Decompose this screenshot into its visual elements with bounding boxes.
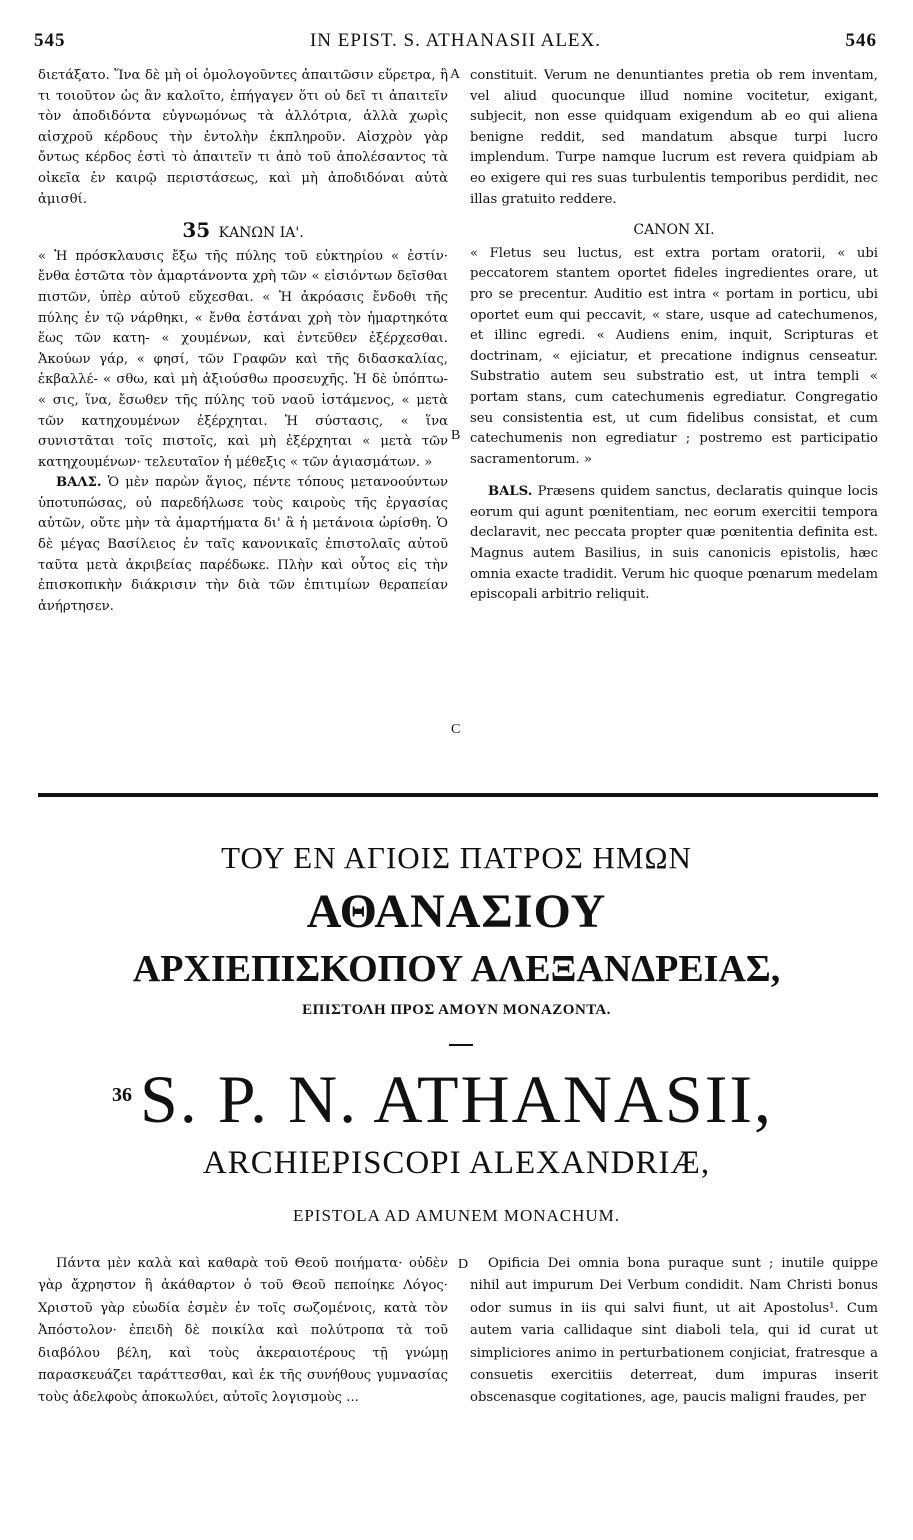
latin-title-line-1: S. P. N. ATHANASII, (139, 1061, 774, 1137)
left-bals-text: Ὁ μὲν παρὼν ἅγιος, πέντε τόπους μετανοούντων ὑποτυπώσας, οὐ παρεδήλωσε τοὺς καιροὺς τῆς ἐργασίας αὐτῶν, οὔτε μὴν τὰ ἁμαρτήματα δι' ἃ ἡ μετάνοια ὡρίσθη. Ὁ δὲ μέγας Βασίλειος ἐν ταῖς κανονικαῖς ἐπιστολαῖς αὐτοῦ ταῦτα μετὰ ἀκριβείας παρέδωκε. Πλὴν καὶ οὗτος εἰς τὴν ἐπισκοπικὴν διάκρισιν τὴν διὰ τῶν ἐπιτιμίων θεραπείαν ἀνήρτησεν. (38, 475, 448, 614)
margin-letter-c: C (451, 722, 461, 737)
left-page-number: 545 (34, 30, 66, 51)
greek-title-line-2: ΑΘΑΝΑΣΙΟΥ (306, 885, 607, 938)
left-canon-text: « Ἡ πρόσκλαυσις ἔξω τῆς πύλης τοῦ εὐκτηρίου « ἐστίν· ἔνθα ἑστῶτα τὸν ἁμαρτάνοντα χρὴ τῶν « εἰσιόντων δεῖσθαι πιστῶν, ὑπὲρ αὐτοῦ εὔχεσθαι. « Ἡ ἀκρόασις ἔνδοθι τῆς πύλης ἐν τῷ νάρθηκι, « ἔνθα ἑστάναι χρὴ τὸν ἡμαρτηκότα ἕως τῶν κατη- « χουμένων, καὶ ἐντεῦθεν ἐξέρχεσθαι. Ἀκούων γάρ, « φησί, τῶν Γραφῶν καὶ τῆς διδασκαλίας, ἐκβαλλέ- « σθω, καὶ μὴ ἀξιούσθω προσευχῆς. Ἡ δὲ ὑπόπτω- « σις, ἵνα, ἔσωθεν τῆς πύλης τοῦ ναοῦ ἱστάμενος, « μετὰ τῶν κατηχουμένων ἐξέρχηται. Ἡ σύστασις, « ἵνα συνιστᾶται τοῖς πιστοῖς, καὶ μὴ ἐξέρχηται « μετὰ τῶν κατηχουμένων· τελευταῖον ἡ μέθεξις « τῶν ἁγιασμάτων. » (38, 248, 448, 470)
left-bals-paragraph (38, 473, 448, 617)
margin-letter-d: D (458, 1257, 469, 1272)
lower-left-text: Πάντα μὲν καλὰ καὶ καθαρὰ τοῦ Θεοῦ ποιήματα· οὐδὲν γὰρ ἄχρηστον ἢ ἀκάθαρτον ὁ τοῦ Θεοῦ πεποίηκε Λόγος· Χριστοῦ γὰρ εὐωδία ἐσμὲν ἐν τοῖς σωζομένοις, κατὰ τὸν Ἀπόστολον· ἐπειδὴ δὲ ποικίλα καὶ πολύτροπα τὰ τοῦ διαβόλου βέλη, καὶ τοὺς ἀκεραιοτέρους τῇ γνώμῃ παρασκευάζει ταράττεσθαι, καὶ ἐκ τῆς συνήθους γυμνασίας τοὺς ἀδελφοὺς ἀποκωλύει, αὐτοῖς λογισμοὺς ... (38, 1256, 448, 1406)
greek-title-line-3: ΑΡΧΙΕΠΙΣΚΟΠΟΥ ΑΛΕΞΑΝΔΡΕΙΑΣ, (132, 948, 781, 990)
title-divider (449, 1044, 473, 1046)
latin-title-line-2: ARCHIEPISCOPI ALEXANDRIÆ, (202, 1145, 711, 1181)
greek-subtitle: ΕΠΙΣΤΟΛΗ ΠΡΟΣ ΑΜΟΥΝ ΜΟΝΑΖΟΝΤΑ. (302, 1002, 611, 1018)
right-canon-title: CANON XI. (633, 222, 715, 239)
left-canon-heading (38, 220, 448, 244)
left-bals-label: ΒΑΛΣ. (56, 475, 102, 491)
section-number: 36 (112, 1084, 132, 1106)
left-canon-title: ΚΑΝΩΝ ΙΑ'. (218, 225, 304, 242)
lower-right-column (470, 1253, 878, 1453)
canon-number: 35 (182, 218, 211, 243)
right-page-number: 546 (845, 30, 877, 51)
section-rule (38, 793, 878, 797)
left-intro-paragraph: διετάξατο. Ἵνα δὲ μὴ οἱ ὁμολογοῦντες ἀπαιτῶσιν εὕρετρα, ἢ τι τοιοῦτον ὡς ἂν καλοῖτο, ἐπήγαγεν ὅτι οὐ δεῖ τι ἀπαιτεῖν τὸν ἀποδιδόντα εὐγνωμόνως τὰ ἀλλότρια, ἀλλὰ χωρὶς αἰσχροῦ κέρδους τὴν ἐντολὴν ἐκπληροῦν. Αἰσχρὸν γὰρ ὄντως κέρδος ἐστὶ τὸ ἀπαιτεῖν τι ἀπὸ τοῦ ἀπολέσαντος τὰ οἰκεῖα ἐν καιρῷ περιστάσεως, καὶ μὴ ἀποδιδόναι αὐτὰ ἀμισθί. (38, 68, 448, 207)
margin-letter-a: A (450, 67, 461, 82)
running-title: IN EPIST. S. ATHANASII ALEX. (309, 30, 601, 51)
lower-right-text: Opificia Dei omnia bona puraque sunt ; inutile quippe nihil aut impurum Dei Verbum condidit. Nam Christi bonus odor sumus in iis qui salvi fiunt, ut ait Apostolus¹. Cum autem varia callidaque sint diaboli tela, qui id curat ut simpliciores animo in perturbationem conjiciat, fratresque a consuetis exercitiis deterreat, dum impuras inserit obscenasque cogitationes, age, paucis maligni fraudes, per (470, 1256, 878, 1406)
right-bals-paragraph (470, 482, 878, 606)
right-bals-label: BALS. (488, 484, 533, 500)
latin-subtitle: EPISTOLA AD AMUNEM MONACHUM. (292, 1206, 621, 1225)
right-intro-paragraph: constituit. Verum ne denuntiantes pretia ob rem inventam, vel aliud quocunque illud nomine vocitetur, exigant, subjecit, non esse quidquam exigendum ab eo qui aliena benigne reddit, sed mandatum absque turpi lucro implendum. Turpe namque lucrum est revera quidpiam ab eo exigere qui res suas turbulentis temporibus perdidit, nec illas gratuito reddere. (470, 68, 878, 207)
running-header (34, 30, 877, 58)
right-canon-heading (470, 220, 878, 241)
lower-left-column (38, 1253, 448, 1453)
margin-letter-b: B (451, 428, 461, 443)
greek-title-line-1: ΤΟΥ ΕΝ ΑΓΙΟΙΣ ΠΑΤΡΟΣ ΗΜΩΝ (221, 840, 692, 875)
right-column-top (470, 66, 878, 606)
right-bals-text: Præsens quidem sanctus, declaratis quinque locis eorum qui agunt pœnitentiam, nec eorum exercitii tempora declaravit, nec peccata propter quæ pœnitentia definita est. Magnus autem Basilius, in suis canonicis epistolis, hæc omnia exacte tradidit. Verum hic quoque pœnarum medelam episcopali arbitrio reliquit. (470, 484, 878, 603)
right-canon-text: « Fletus seu luctus, est extra portam oratorii, « ubi peccatorem stantem oportet fideles ingredientes orare, ut pro se precentur. Auditio est intra « portam in porticu, ubi oportet eum qui peccavit, « stare, usque ad catechumenos, et illinc egredi. « Audiens enim, inquit, Scripturas et doctrinam, « ejiciatur, et precatione indignus censeatur. Substratio autem seu substratio est, ut intra templi « portam stans, cum catechumenis egrediatur. Congregatio seu consistentia est, ut cum fidelibus consistat, et cum catechumenis non egrediatur ; postremo est participatio sacramentorum. » (470, 245, 878, 467)
left-column-top (38, 66, 448, 617)
